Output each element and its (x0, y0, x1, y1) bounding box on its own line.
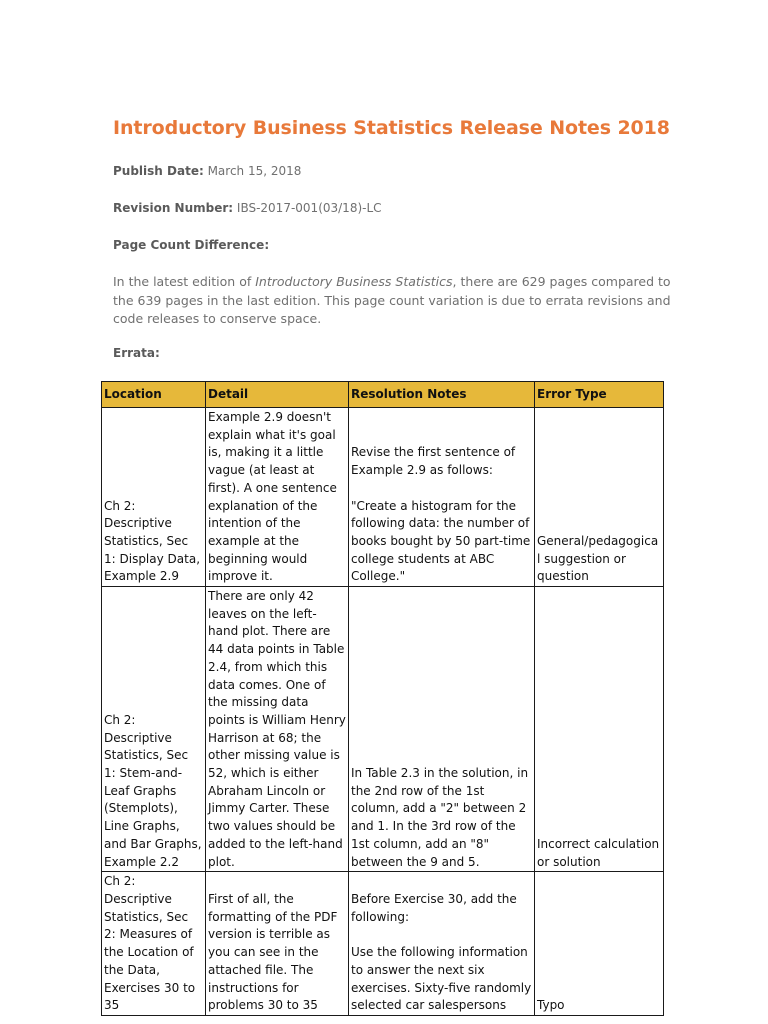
errata-table (101, 381, 664, 1016)
location-cell: Ch 2: Descriptive Statistics, Sec 2: Measures of the Location of the Data, Exercises 30 to 35 (102, 872, 206, 1016)
detail-cell: There are only 42 leaves on the left-hand plot. There are 44 data points in Table 2.4, from which this data comes. One of the missing data points is William Henry Harrison at 68; the other missing value is 52, which is either Abraham Lincoln or Jimmy Carter. These two values should be added to the left-hand plot. (206, 587, 349, 872)
intro-book-title: Introductory Business Statistics (255, 274, 453, 289)
table-row (102, 408, 664, 587)
page-title: Introductory Business Statistics Release Notes 2018 (113, 117, 670, 139)
errata-heading: Errata: (113, 346, 160, 360)
publish-date-line (113, 164, 301, 178)
column-header-resolution: Resolution Notes (349, 382, 535, 408)
table-row (102, 872, 664, 1016)
page-count-heading (113, 238, 269, 252)
resolution-cell: Before Exercise 30, add the following: Use the following information to answer the next six exercises. Sixty-five randomly selected car salespersons (349, 872, 535, 1016)
revision-number-value: IBS-2017-001(03/18)-LC (236, 201, 382, 215)
revision-number-label: Revision Number: (113, 201, 234, 215)
error-type-cell: Typo (535, 872, 664, 1016)
publish-date-label: Publish Date: (113, 164, 204, 178)
error-type-cell: Incorrect calculation or solution (535, 587, 664, 872)
error-type-cell: General/pedagogical suggestion or question (535, 408, 664, 587)
location-cell: Ch 2: Descriptive Statistics, Sec 1: Display Data, Example 2.9 (102, 408, 206, 587)
detail-cell: First of all, the formatting of the PDF version is terrible as you can see in the attached file. The instructions for problems 30 to 35 (206, 872, 349, 1016)
resolution-cell: In Table 2.3 in the solution, in the 2nd row of the 1st column, add a "2" between 2 and 1. In the 3rd row of the 1st column, add an "8" between the 9 and 5. (349, 587, 535, 872)
resolution-cell: Revise the first sentence of Example 2.9 as follows: "Create a histogram for the following data: the number of books bought by 50 part-time college students at ABC College." (349, 408, 535, 587)
intro-prefix: In the latest edition of (113, 274, 256, 289)
revision-number-line (113, 201, 382, 215)
intro-paragraph (113, 273, 673, 329)
table-header-row (102, 382, 664, 408)
intro-suffix: , there are 629 pages compared to the 639 pages in the last edition. This page count variation is due to errata revisions and code releases to conserve space. (113, 274, 671, 326)
column-header-location: Location (102, 382, 206, 408)
location-cell: Ch 2: Descriptive Statistics, Sec 1: Stem-and-Leaf Graphs (Stemplots), Line Graphs, and Bar Graphs, Example 2.2 (102, 587, 206, 872)
publish-date-value: March 15, 2018 (207, 164, 302, 178)
column-header-detail: Detail (206, 382, 349, 408)
table-row (102, 587, 664, 872)
detail-cell: Example 2.9 doesn't explain what it's goal is, making it a little vague (at least at first). A one sentence explanation of the intention of the example at the beginning would improve it. (206, 408, 349, 587)
column-header-error-type: Error Type (535, 382, 664, 408)
page-count-label: Page Count Difference: (113, 238, 270, 252)
